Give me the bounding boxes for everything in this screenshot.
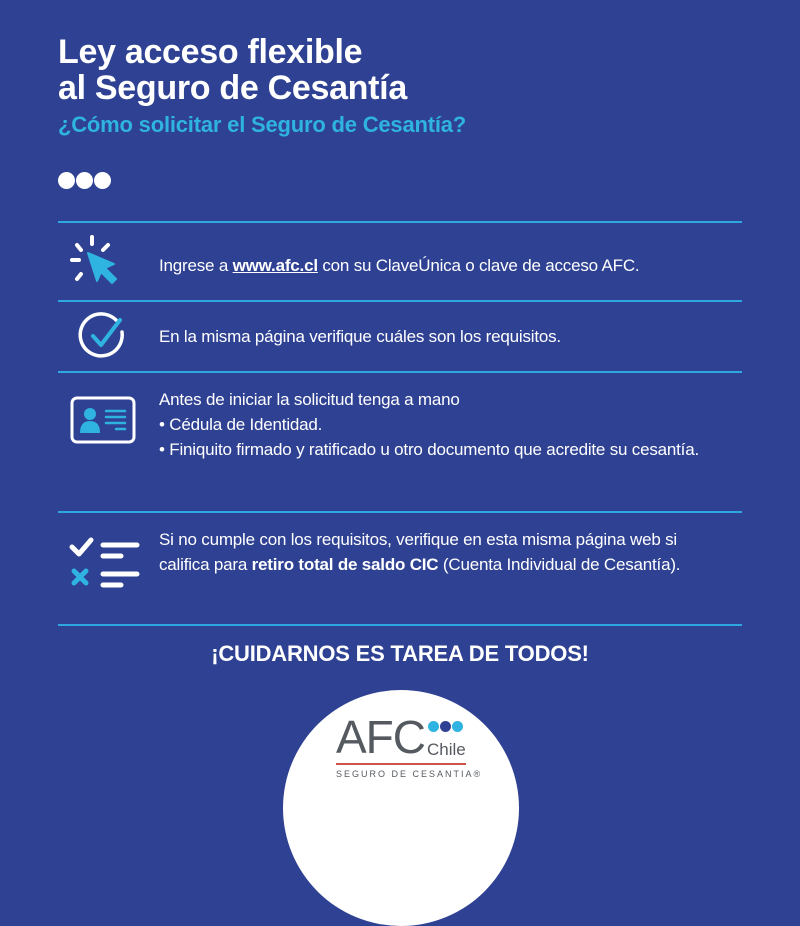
logo-country: Chile [427, 740, 466, 759]
three-dots-decoration [58, 172, 111, 189]
logo-tagline: SEGURO DE CESANTIA® [336, 769, 483, 779]
id-card-icon [69, 395, 137, 445]
divider [58, 221, 742, 223]
afc-link[interactable]: www.afc.cl [232, 256, 318, 275]
slogan: ¡CUIDARNOS ES TAREA DE TODOS! [211, 641, 589, 666]
logo-underline [336, 763, 466, 765]
checklist-icon [68, 535, 144, 593]
divider [58, 511, 742, 513]
check-circle-icon [78, 310, 130, 362]
step-3-text [159, 387, 719, 462]
title-line-2: al Seguro de Cesantía [58, 69, 407, 107]
divider [58, 371, 742, 373]
step-4-text: Si no cumple con los requisitos, verifique en esta misma página web si califica para retiro total de saldo CIC (Cuenta Individual de Cesantía). [159, 530, 681, 574]
bullet-item: • Cédula de Identidad. [159, 415, 323, 434]
page-subtitle: ¿Cómo solicitar el Seguro de Cesantía? [58, 112, 467, 137]
afc-logo [336, 711, 483, 782]
step-2-text: En la misma página verifique cuáles son los requisitos. [159, 327, 561, 346]
step-3-intro: Antes de iniciar la solicitud tenga a mano [159, 390, 460, 409]
logo-brand: AFC [336, 711, 425, 763]
divider [58, 300, 742, 302]
page-title [58, 34, 407, 106]
bullet-item: • Finiquito firmado y ratificado u otro documento que acredite su cesantía. [159, 440, 699, 459]
divider [58, 624, 742, 626]
step-1-text: Ingrese a www.afc.cl con su ClaveÚnica o clave de acceso AFC. [159, 256, 640, 275]
logo-dots-icon [428, 721, 463, 732]
title-line-1: Ley acceso flexible [58, 33, 363, 71]
cursor-click-icon [68, 233, 128, 291]
